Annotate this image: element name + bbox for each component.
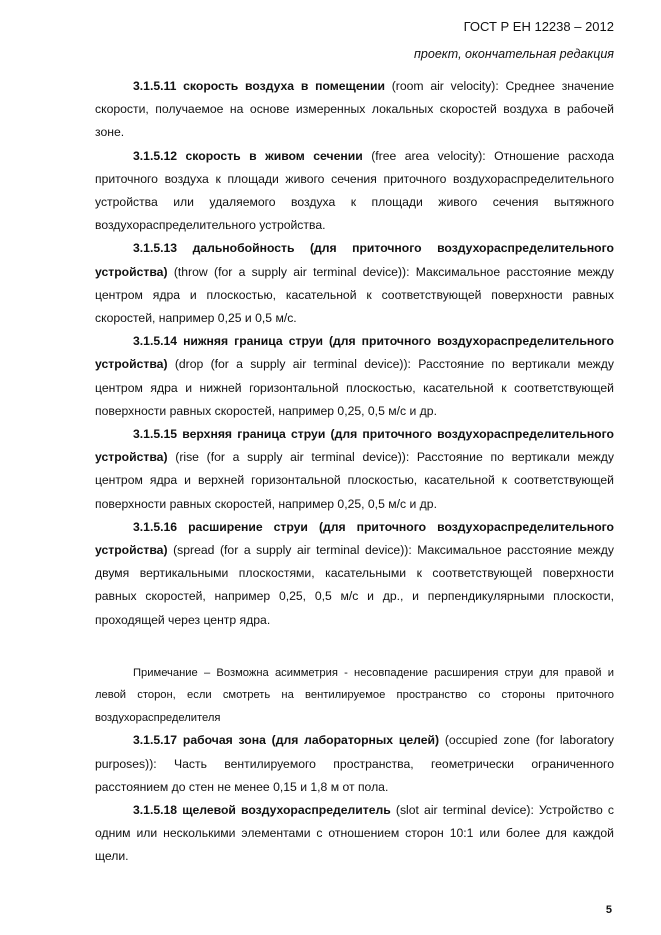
term-entry — [95, 516, 614, 632]
term-definition: (free area velocity): Отношение расхода приточного воздуха к площади живого сечения приточного воздухораспределительного устройства или удаляемого воздуха к площади живого сечения вытяжного воздухораспределительного устройства. — [95, 148, 615, 233]
term-entry — [95, 145, 614, 238]
term-number: 3.1.5.16 — [133, 519, 178, 534]
term-name: верхняя граница струи (для приточного воздухораспределительного устройства) — [95, 427, 614, 465]
term-number: 3.1.5.14 — [133, 334, 178, 349]
term-entry — [95, 75, 614, 145]
term-definition: (rise (for a supply air terminal device)): Расстояние по вертикали между центром ядра и верхней горизонтальной плоскостью, касательной к соответствующей поверхности равных скоростей, например 0,25, 0,5 м/с и др. — [95, 450, 614, 511]
term-entry — [95, 729, 614, 799]
term-definition: (room air velocity): Среднее значение скорости, получаемое на основе измеренных локальных скоростей воздуха в рабочей зоне. — [95, 79, 614, 140]
term-number: 3.1.5.13 — [133, 241, 178, 256]
term-definition: (occupied zone (for laboratory purposes)): Часть вентилируемого пространства, геометрически ограниченного расстоянием до стен не менее 0,15 и 1,8 м от пола. — [95, 733, 615, 794]
term-name: скорость воздуха в помещении — [183, 79, 385, 93]
term-number: 3.1.5.11 — [133, 79, 177, 93]
term-number: 3.1.5.15 — [133, 427, 178, 442]
term-name: нижняя граница струи (для приточного воздухораспределительного устройства) — [95, 334, 614, 372]
term-entry — [95, 237, 614, 330]
term-number: 3.1.5.12 — [133, 148, 178, 163]
term-name: дальнобойность (для приточного воздухораспределительного устройства) — [95, 241, 614, 279]
term-number: 3.1.5.17 — [133, 733, 178, 748]
page-number: 5 — [605, 904, 612, 916]
term-name: рабочая зона (для лабораторных целей) — [182, 733, 440, 748]
term-definition: (drop (for a supply air terminal device)): Расстояние по вертикали между центром ядра и нижней горизонтальной плоскостью, касательной к соответствующей поверхности равных скоростей, например 0,25, 0,5 м/с и др. — [95, 357, 614, 418]
term-number: 3.1.5.18 — [133, 802, 178, 817]
note-paragraph: Примечание – Возможна асимметрия - несовпадение расширения струи для правой и левой сторон, если смотреть на вентилируемое пространство со стороны приточного воздухораспределителя — [95, 666, 614, 724]
term-definition: (spread (for a supply air terminal device)): Максимальное расстояние между двумя вертикальными плоскостями, касательными к соответствующей поверхности равных скоростей, например 0,25, 0,5 м/с и др., и перпендикулярными плоскости, проходящей через центр ядра. — [95, 543, 614, 627]
term-name: расширение струи (для приточного воздухораспределительного устройства) — [95, 519, 615, 558]
term-definition: (throw (for a supply air terminal device)): Максимальное расстояние между центром ядра и плоскостью, касательной к соответствующей поверхности равных скоростей, например 0,25 и 0,5 м/с. — [95, 264, 614, 326]
term-name: щелевой воздухораспределитель — [182, 802, 391, 817]
term-entry — [95, 423, 614, 516]
term-name: скорость в живом сечении — [185, 148, 363, 163]
document-body — [95, 75, 614, 869]
document-standard-number: ГОСТ Р ЕН 12238 – 2012 — [463, 19, 614, 34]
term-entry — [95, 330, 614, 423]
term-entry — [95, 799, 614, 869]
term-definition: (slot air terminal device): Устройство с одним или несколькими элементами с отношением сторон 10:1 или более для каждой щели. — [95, 802, 614, 864]
document-status: проект, окончательная редакция — [414, 47, 614, 61]
